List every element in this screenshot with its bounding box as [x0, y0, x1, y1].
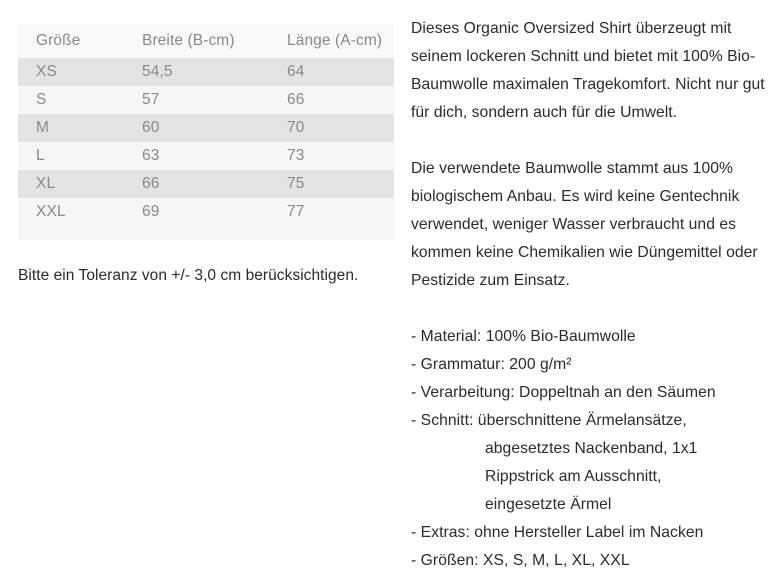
cell-length: 75 — [287, 175, 305, 192]
cell-size: S — [36, 91, 47, 108]
cell-size: XL — [36, 175, 56, 192]
cell-length: 66 — [287, 91, 305, 108]
cell-size: M — [36, 119, 50, 136]
table-row — [18, 142, 394, 170]
cell-length: 64 — [287, 63, 305, 80]
table-row — [18, 170, 394, 198]
cell-width: 66 — [142, 175, 160, 192]
cell-width: 60 — [142, 119, 160, 136]
spec-groessen: - Größen: XS, S, M, L, XL, XXL — [411, 552, 630, 569]
cell-size: XS — [36, 63, 57, 80]
spec-material: - Material: 100% Bio-Baumwolle — [411, 328, 636, 345]
cell-width: 63 — [142, 147, 160, 164]
table-row — [18, 58, 394, 86]
cell-length: 77 — [287, 203, 305, 220]
column-header-width: Breite (B-cm) — [142, 32, 235, 49]
spec-schnitt-line-2: abgesetztes Nackenband, 1x1 — [485, 440, 698, 457]
table-bottom-spacer — [18, 226, 394, 240]
table-header-row — [18, 24, 394, 58]
size-chart-body — [18, 58, 394, 226]
product-description-column — [411, 15, 767, 575]
spec-grammatur: - Grammatur: 200 g/m² — [411, 356, 572, 373]
table-row — [18, 114, 394, 142]
size-chart-header — [18, 24, 394, 58]
cell-size: XXL — [36, 203, 66, 220]
spec-schnitt: - Schnitt: überschnittene Ärmelansätze, — [411, 412, 687, 429]
column-header-length: Länge (A-cm) — [287, 32, 383, 49]
table-row — [18, 198, 394, 226]
description-paragraph-1: Dieses Organic Oversized Shirt überzeugt mit seinem lockeren Schnitt und bietet mit 100% Bio-Baumwolle maximalen Tragekomfort. Nicht nur gut für dich, sondern auch für die Umwelt. — [411, 20, 765, 121]
cell-length: 70 — [287, 119, 305, 136]
cell-width: 54,5 — [142, 63, 173, 80]
spec-extras: - Extras: ohne Hersteller Label im Nacken — [411, 524, 704, 541]
spec-schnitt-line-3: Rippstrick am Ausschnitt, — [485, 468, 662, 485]
description-paragraph-2: Die verwendete Baumwolle stammt aus 100% biologischem Anbau. Es wird keine Gentechnik verwendet, weniger Wasser verbraucht und es kommen keine Chemikalien wie Düngemittel oder Pestizide zum Einsatz. — [411, 160, 758, 289]
size-chart-column — [18, 24, 394, 287]
cell-size: L — [36, 147, 45, 164]
cell-width: 69 — [142, 203, 160, 220]
tolerance-note: Bitte ein Toleranz von +/- 3,0 cm berücksichtigen. — [18, 267, 359, 284]
table-row — [18, 86, 394, 114]
spec-schnitt-line-4: eingesetzte Ärmel — [485, 496, 612, 513]
column-header-size: Größe — [36, 32, 81, 49]
size-chart-table — [18, 24, 394, 226]
spec-verarbeitung: - Verarbeitung: Doppeltnah an den Säumen — [411, 384, 716, 401]
cell-width: 57 — [142, 91, 160, 108]
spec-list — [411, 323, 767, 575]
cell-length: 73 — [287, 147, 305, 164]
